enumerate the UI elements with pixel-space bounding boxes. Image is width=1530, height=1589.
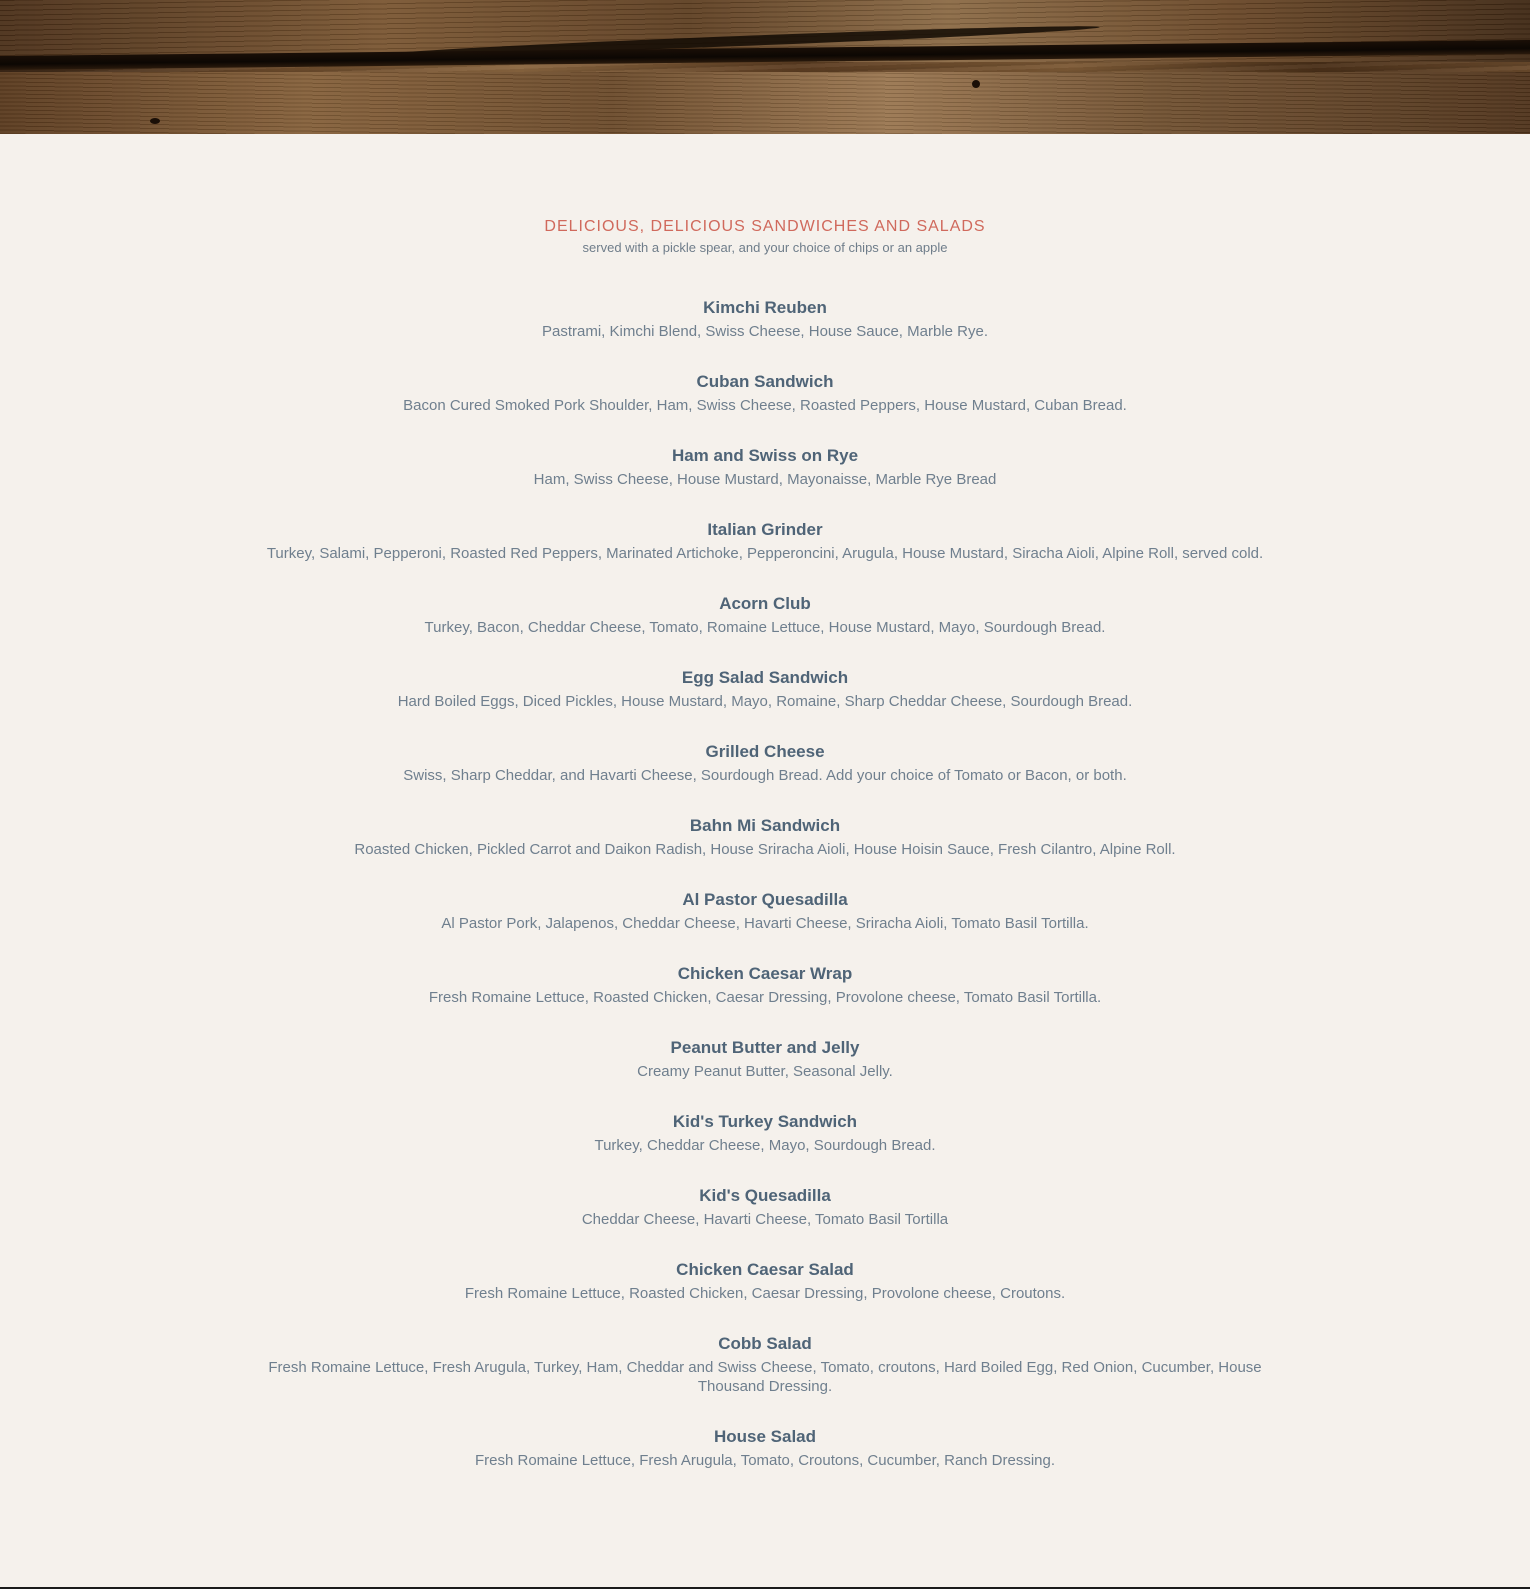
menu-item-description: Roasted Chicken, Pickled Carrot and Daikon Radish, House Sriracha Aioli, House Hoisin Sauce, Fresh Cilantro, Alpine Roll. bbox=[354, 841, 1176, 858]
menu-item-description: Swiss, Sharp Cheddar, and Havarti Cheese, Sourdough Bread. Add your choice of Tomato or Bacon, or both. bbox=[403, 767, 1127, 784]
menu-item-name: Acorn Club bbox=[719, 594, 811, 613]
menu-item-description: Creamy Peanut Butter, Seasonal Jelly. bbox=[637, 1063, 893, 1080]
menu-item-name: Cuban Sandwich bbox=[696, 372, 834, 391]
menu-item-name: Cobb Salad bbox=[718, 1334, 812, 1353]
menu-item bbox=[265, 664, 1265, 711]
menu-item bbox=[265, 886, 1265, 933]
menu-item-name: House Salad bbox=[713, 1427, 817, 1446]
menu-item bbox=[265, 1423, 1265, 1470]
menu-item-name: Chicken Caesar Salad bbox=[676, 1260, 854, 1279]
menu-section bbox=[0, 214, 1530, 1497]
menu-item-name: Egg Salad Sandwich bbox=[681, 668, 849, 687]
menu-item-description: Cheddar Cheese, Havarti Cheese, Tomato Basil Tortilla bbox=[581, 1211, 949, 1228]
menu-item-description: Fresh Romaine Lettuce, Fresh Arugula, Tomato, Croutons, Cucumber, Ranch Dressing. bbox=[475, 1452, 1055, 1469]
menu-item-name: Peanut Butter and Jelly bbox=[670, 1038, 860, 1057]
menu-item-description: Fresh Romaine Lettuce, Roasted Chicken, Caesar Dressing, Provolone cheese, Croutons. bbox=[464, 1285, 1066, 1302]
menu-item-description: Fresh Romaine Lettuce, Roasted Chicken, Caesar Dressing, Provolone cheese, Tomato Basil Tortilla. bbox=[428, 989, 1102, 1006]
menu-item bbox=[265, 1182, 1265, 1229]
section-subtitle: served with a pickle spear, and your choice of chips or an apple bbox=[582, 240, 948, 255]
menu-item bbox=[265, 738, 1265, 785]
menu-item-description: Fresh Romaine Lettuce, Fresh Arugula, Turkey, Ham, Cheddar and Swiss Cheese, Tomato, croutons, Hard Boiled Egg, Red Onion, Cucumber, House Thousand Dressing. bbox=[268, 1359, 1262, 1395]
menu-item bbox=[265, 442, 1265, 489]
menu-item-name: Italian Grinder bbox=[707, 520, 823, 539]
menu-item-name: Kimchi Reuben bbox=[703, 298, 827, 317]
menu-item-name: Kid's Quesadilla bbox=[699, 1186, 831, 1205]
menu-item-name: Bahn Mi Sandwich bbox=[689, 816, 841, 835]
wood-plank-bottom bbox=[0, 72, 1530, 134]
menu-item-name: Kid's Turkey Sandwich bbox=[672, 1112, 858, 1131]
hero-wood-banner bbox=[0, 0, 1530, 134]
menu-item-name: Al Pastor Quesadilla bbox=[682, 890, 848, 909]
menu-item-list bbox=[0, 294, 1530, 1470]
menu-item bbox=[265, 294, 1265, 341]
menu-item-description: Turkey, Salami, Pepperoni, Roasted Red Peppers, Marinated Artichoke, Pepperoncini, Arugula, House Mustard, Siracha Aioli, Alpine Roll, served cold. bbox=[266, 545, 1264, 562]
wood-knot bbox=[972, 80, 980, 88]
menu-item bbox=[265, 960, 1265, 1007]
menu-item-description: Ham, Swiss Cheese, House Mustard, Mayonaisse, Marble Rye Bread bbox=[533, 471, 997, 488]
menu-item bbox=[265, 1108, 1265, 1155]
menu-item-name: Grilled Cheese bbox=[705, 742, 825, 761]
menu-item-description: Turkey, Bacon, Cheddar Cheese, Tomato, Romaine Lettuce, House Mustard, Mayo, Sourdough Bread. bbox=[424, 619, 1106, 636]
menu-item-description: Turkey, Cheddar Cheese, Mayo, Sourdough Bread. bbox=[594, 1137, 936, 1154]
menu-item bbox=[265, 368, 1265, 415]
menu-item-description: Bacon Cured Smoked Pork Shoulder, Ham, Swiss Cheese, Roasted Peppers, House Mustard, Cuban Bread. bbox=[403, 397, 1127, 414]
menu-item-description: Pastrami, Kimchi Blend, Swiss Cheese, House Sauce, Marble Rye. bbox=[541, 323, 988, 340]
menu-item-description: Al Pastor Pork, Jalapenos, Cheddar Cheese, Havarti Cheese, Sriracha Aioli, Tomato Basil Tortilla. bbox=[441, 915, 1089, 932]
menu-item bbox=[265, 1330, 1265, 1396]
section-title: DELICIOUS, DELICIOUS SANDWICHES AND SALADS bbox=[544, 218, 986, 235]
wood-knot bbox=[150, 118, 160, 124]
menu-item bbox=[265, 590, 1265, 637]
menu-item bbox=[265, 812, 1265, 859]
menu-item-name: Ham and Swiss on Rye bbox=[671, 446, 859, 465]
menu-item-name: Chicken Caesar Wrap bbox=[677, 964, 853, 983]
menu-item bbox=[265, 1034, 1265, 1081]
menu-item bbox=[265, 516, 1265, 563]
menu-item bbox=[265, 1256, 1265, 1303]
menu-item-description: Hard Boiled Eggs, Diced Pickles, House Mustard, Mayo, Romaine, Sharp Cheddar Cheese, Sourdough Bread. bbox=[397, 693, 1133, 710]
